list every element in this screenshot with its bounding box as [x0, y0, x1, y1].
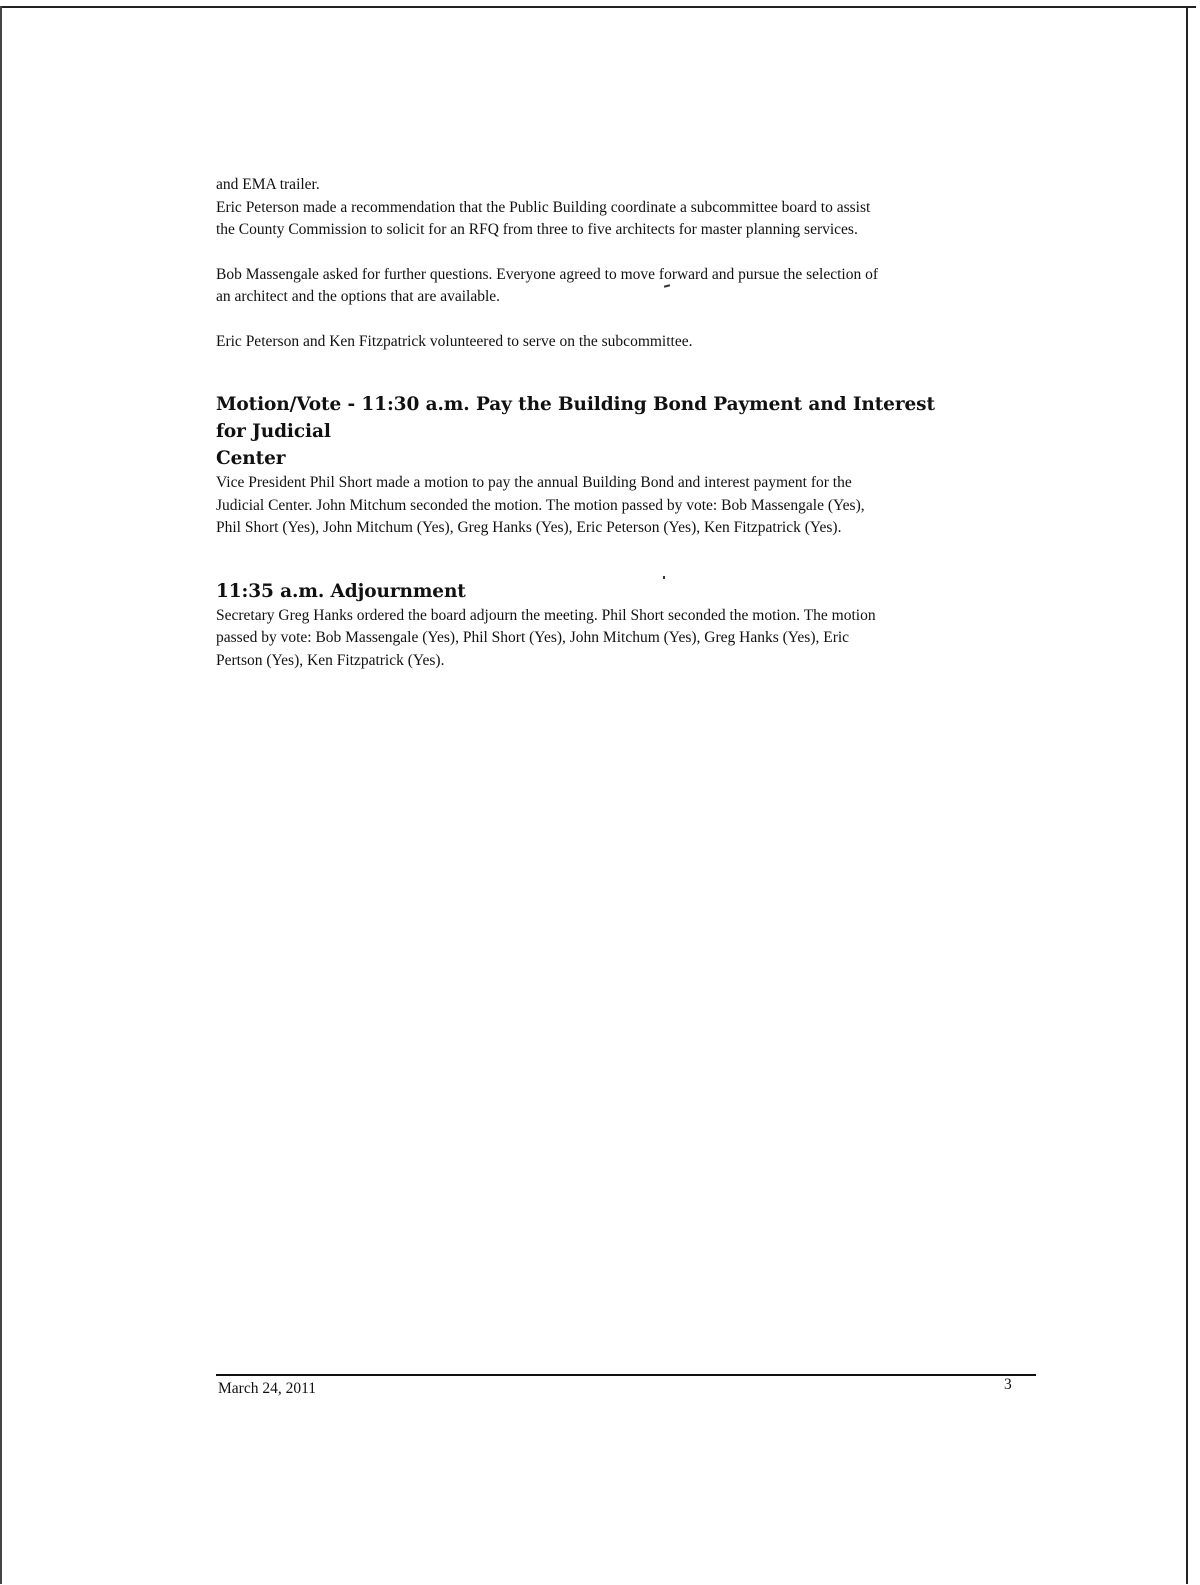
footer-rule: [216, 1374, 1036, 1376]
section-adjournment: [216, 578, 956, 673]
paragraph-subcommittee-recommendation: and EMA trailer. Eric Peterson made a recommendation that the Public Building coordinate a subcommittee board to assist the County Commission to solicit for an RFQ from three to five architects for master planning services.: [216, 176, 871, 238]
page-body: [216, 174, 956, 672]
footer-page-number: 3: [1004, 1376, 1012, 1393]
section-bond-payment: [216, 391, 956, 540]
section-body-adjournment: Secretary Greg Hanks ordered the board adjourn the meeting. Phil Short seconded the motion. The motion passed by vote: Bob Massengale (Yes), Phil Short (Yes), John Mitchum (Yes), Greg Hanks (Yes), Eric Pertson (Yes), Ken Fitzpatrick (Yes).: [216, 606, 876, 669]
scan-border-top: [0, 6, 1196, 8]
paragraph-volunteers: Eric Peterson and Ken Fitzpatrick volunteered to serve on the subcommittee.: [216, 332, 693, 350]
section-body-bond-payment: Vice President Phil Short made a motion to pay the annual Building Bond and interest payment for the Judicial Center. John Mitchum seconded the motion. The motion passed by vote: Bob Massengale (Yes), Phil Short (Yes), John Mitchum (Yes), Greg Hanks (Yes), Eric Peterson (Yes), Ken Fitzpatrick (Yes).: [216, 474, 865, 536]
section-heading-bond-payment: Motion/Vote - 11:30 a.m. Pay the Building Bond Payment and Interest for Judicial Center: [216, 394, 935, 469]
scan-border-left: [0, 6, 2, 1584]
section-heading-adjournment: 11:35 a.m. Adjournment: [216, 580, 466, 602]
scan-speck: [663, 576, 665, 579]
footer-date: March 24, 2011: [218, 1380, 317, 1397]
scan-border-right: [1186, 6, 1188, 1584]
paragraph-further-questions: Bob Massengale asked for further questions. Everyone agreed to move forward and pursue the selection of an architect and the options that are available.: [216, 265, 878, 305]
